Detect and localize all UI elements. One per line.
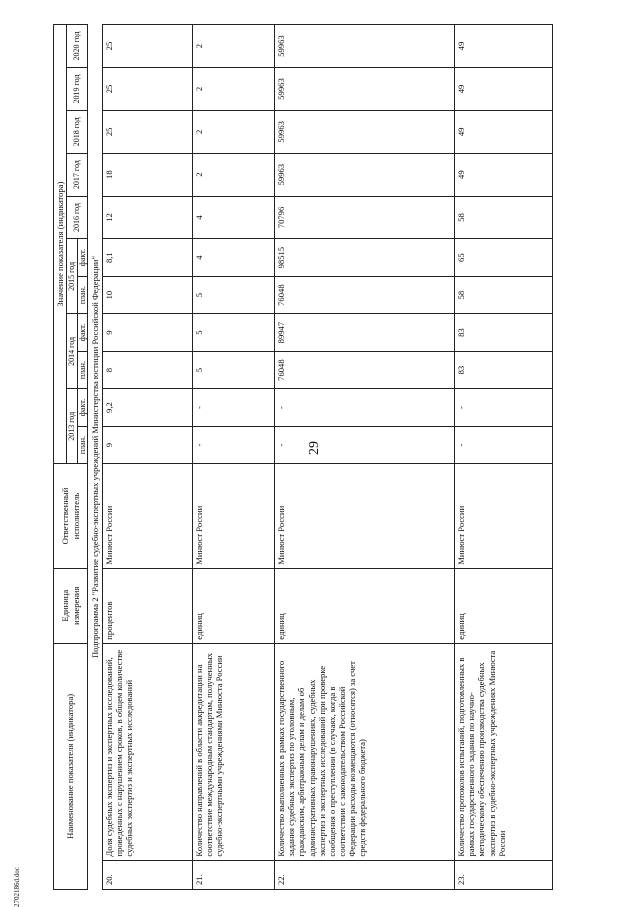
value-cell: 8: [103, 351, 193, 388]
value-cell: 83: [455, 351, 553, 388]
row-number: 23.: [455, 860, 553, 889]
value-cell: 12: [103, 196, 193, 239]
year-2016-header: 2016 год: [67, 196, 88, 239]
value-cell: -: [193, 426, 275, 463]
table-row: [103, 25, 193, 890]
value-cell: 25: [103, 68, 193, 111]
value-cell: 5: [193, 276, 275, 313]
fact-2014-header: факт.: [77, 314, 87, 351]
row-number: 20.: [103, 860, 193, 889]
value-cell: -: [275, 426, 455, 463]
unit-cell: процентов: [103, 568, 193, 643]
value-cell: 89947: [275, 314, 455, 351]
value-cell: -: [455, 426, 553, 463]
plan-2013-header: план.: [77, 426, 87, 463]
table-row: [275, 25, 455, 890]
plan-2014-header: план.: [77, 351, 87, 388]
row-number: 22.: [275, 860, 455, 889]
col-resp-header: Ответственный исполнитель: [54, 464, 88, 568]
value-cell: 9: [103, 314, 193, 351]
responsible-cell: Минюст России: [103, 464, 193, 568]
value-cell: 18: [103, 153, 193, 196]
value-cell: 9,2: [103, 389, 193, 426]
year-2015-header: 2015 год: [67, 239, 77, 314]
indicator-name: Количество выполненных в рамках государственного задания судебных экспертиз по уголовным, гражданским, арбитражным делам и делам об административных правонарушениях, судебных экспертиз и экспертных исследований при проверке сообщения о преступлении (в случаях, когда в соответствии с законодательством Российской Федерации расходы возмещаются (относятся) за счет средств федерального бюджета): [275, 643, 455, 860]
value-cell: 76048: [275, 351, 455, 388]
col-unit-header: Единица измерения: [54, 568, 88, 643]
value-cell: 76048: [275, 276, 455, 313]
responsible-cell: Минюст России: [275, 464, 455, 568]
fact-2013-header: факт.: [77, 389, 87, 426]
responsible-cell: Минюст России: [455, 464, 553, 568]
value-cell: 2: [193, 68, 275, 111]
value-cell: 9: [103, 426, 193, 463]
plan-2015-header: план.: [77, 276, 87, 313]
value-cell: 4: [193, 239, 275, 276]
page-number: 29: [307, 441, 322, 455]
unit-cell: единиц: [275, 568, 455, 643]
value-cell: 5: [193, 314, 275, 351]
year-2019-header: 2019 год: [67, 68, 88, 111]
value-cell: 59963: [275, 25, 455, 68]
value-cell: 2: [193, 25, 275, 68]
value-cell: 58: [455, 196, 553, 239]
value-cell: 98515: [275, 239, 455, 276]
indicator-name: Количество направлений в области аккредитации на соответствие международным стандартам, полученных судебно-экспертными учреждениями Минюста России: [193, 643, 275, 860]
col-value-header: Значение показателя (индикатора): [54, 25, 67, 464]
value-cell: 70796: [275, 196, 455, 239]
value-cell: 59963: [275, 110, 455, 153]
col-name-header: Наименование показателя (индикатора): [54, 643, 88, 889]
value-cell: -: [455, 389, 553, 426]
indicator-name: Количество протоколов испытаний, подготовленных в рамках государственного задания по научно-методическому обеспечению производства судебных экспертиз в судебно-экспертных учреждениях Минюста России: [455, 643, 553, 860]
value-cell: 59963: [275, 153, 455, 196]
value-cell: 25: [103, 110, 193, 153]
year-2020-header: 2020 год: [67, 25, 88, 68]
value-cell: 65: [455, 239, 553, 276]
fact-2015-header: факт.: [77, 239, 87, 276]
subprogram-title: Подпрограмма 2 "Развитие судебно-экспертных учреждений Министерства юстиции Российской Федерации": [88, 25, 103, 890]
value-cell: 8,1: [103, 239, 193, 276]
value-cell: -: [193, 389, 275, 426]
year-2017-header: 2017 год: [67, 153, 88, 196]
rotated-sheet: [53, 24, 633, 890]
value-cell: 4: [193, 196, 275, 239]
value-cell: 49: [455, 153, 553, 196]
responsible-cell: Минюст России: [193, 464, 275, 568]
value-cell: 2: [193, 110, 275, 153]
value-cell: 49: [455, 25, 553, 68]
indicators-table: [53, 24, 553, 890]
year-2018-header: 2018 год: [67, 110, 88, 153]
value-cell: 59963: [275, 68, 455, 111]
value-cell: 83: [455, 314, 553, 351]
value-cell: 58: [455, 276, 553, 313]
year-2014-header: 2014 год: [67, 314, 77, 389]
row-number: 21.: [193, 860, 275, 889]
value-cell: 5: [193, 351, 275, 388]
value-cell: 10: [103, 276, 193, 313]
table-row: [455, 25, 553, 890]
unit-cell: единиц: [455, 568, 553, 643]
value-cell: 2: [193, 153, 275, 196]
value-cell: 49: [455, 110, 553, 153]
unit-cell: единиц: [193, 568, 275, 643]
year-2013-header: 2013 год: [67, 389, 77, 464]
value-cell: 49: [455, 68, 553, 111]
table-row: [193, 25, 275, 890]
value-cell: -: [275, 389, 455, 426]
footer-filename: 2702186d.doc: [13, 867, 21, 907]
value-cell: 25: [103, 25, 193, 68]
indicator-name: Доля судебных экспертиз и экспертных исследований, проведенных с нарушением сроков, в общем количестве судебных экспертиз и экспертных исследований: [103, 643, 193, 860]
